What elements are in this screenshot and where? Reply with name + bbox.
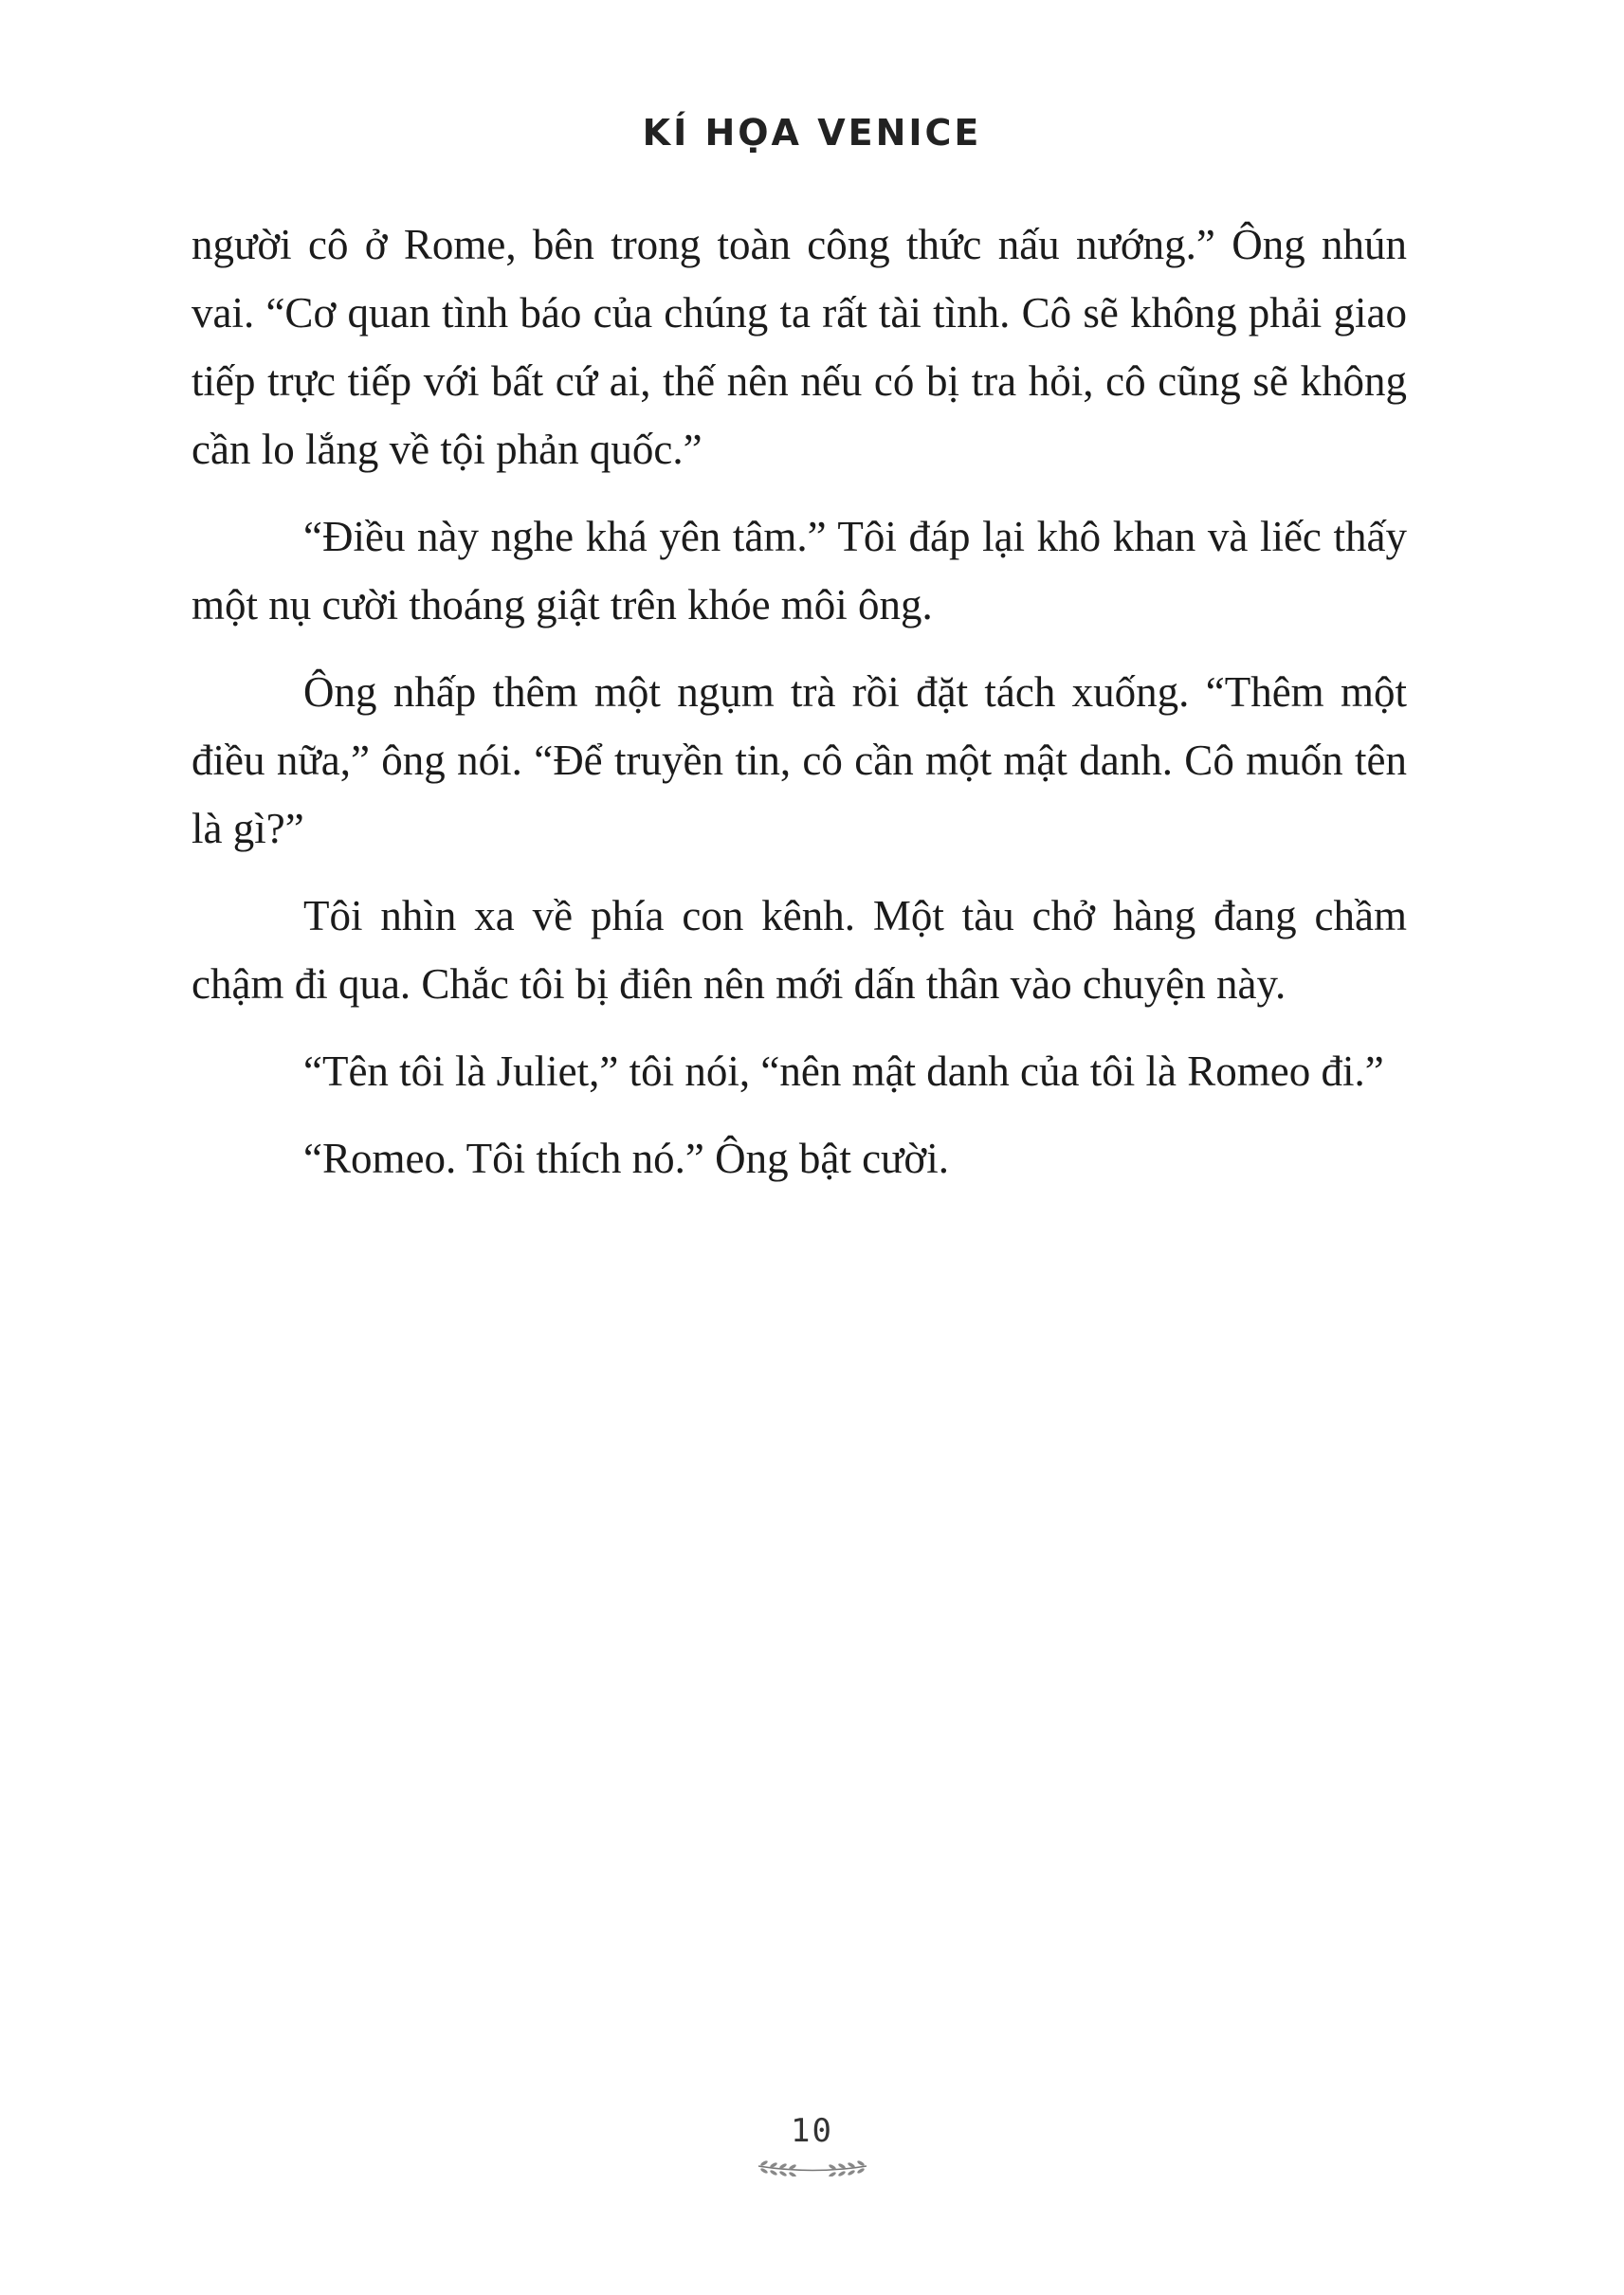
paragraph: Ông nhấp thêm một ngụm trà rồi đặt tách xuống. “Thêm một điều nữa,” ông nói. “Để truyền tin, cô cần một mật danh. Cô muốn tên là gì?” <box>192 668 1407 852</box>
body-text <box>192 210 1407 1211</box>
running-header: KÍ HỌA VENICE <box>642 112 982 154</box>
paragraph: “Romeo. Tôi thích nó.” Ông bật cười. <box>303 1135 949 1182</box>
paragraph: người cô ở Rome, bên trong toàn công thức nấu nướng.” Ông nhún vai. “Cơ quan tình báo của chúng ta rất tài tình. Cô sẽ không phải giao tiếp trực tiếp với bất cứ ai, thế nên nếu có bị tra hỏi, cô cũng sẽ không cần lo lắng về tội phản quốc.” <box>192 221 1407 473</box>
page-footer <box>0 2112 1624 2177</box>
laurel-branch-icon <box>751 2152 874 2177</box>
paragraph: “Tên tôi là Juliet,” tôi nói, “nên mật danh của tôi là Romeo đi.” <box>303 1047 1384 1095</box>
paragraph: Tôi nhìn xa về phía con kênh. Một tàu chở hàng đang chầm chậm đi qua. Chắc tôi bị điên nên mới dấn thân vào chuyện này. <box>192 892 1407 1008</box>
page-number: 10 <box>791 2112 833 2150</box>
paragraph: “Điều này nghe khá yên tâm.” Tôi đáp lại khô khan và liếc thấy một nụ cười thoáng giật trên khóe môi ông. <box>192 513 1407 628</box>
